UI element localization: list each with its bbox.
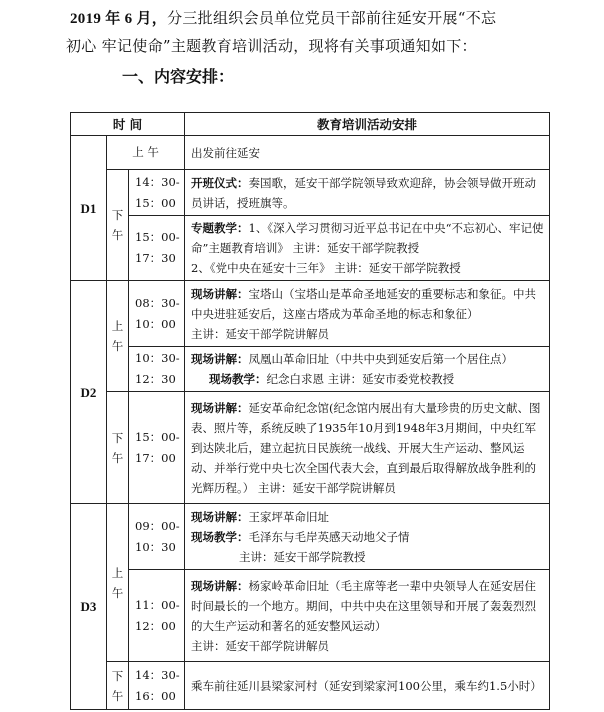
d3-slot1-time	[129, 504, 185, 570]
d3-pm-char-2: 午	[111, 688, 124, 703]
d2-slot2-time	[129, 347, 185, 392]
d3-am-label	[107, 504, 129, 662]
activity-type-label: 现场讲解：	[191, 400, 249, 415]
activity-text: 凤凰山革命旧址（中共中央到延安后第一个居住点）	[248, 352, 514, 366]
time-start: 11：00-	[135, 597, 180, 612]
time-end: 17：00	[135, 450, 176, 465]
activity-text-2: 2、《党中央在延安十三年》 主讲：延安干部学院教授	[191, 261, 461, 275]
d3-am-char-1: 上	[111, 565, 124, 580]
table-row	[71, 136, 550, 170]
table-row	[71, 392, 550, 504]
d2-am-char-2: 午	[111, 339, 124, 353]
time-end: 12：30	[135, 372, 176, 386]
table-row	[71, 281, 550, 347]
d1-slot2-time	[129, 216, 185, 281]
day-label-d1: D1	[71, 136, 107, 281]
activity-text: 王家坪革命旧址	[248, 509, 330, 524]
time-start: 15：00-	[135, 230, 180, 244]
intro-line-2: 初心 牢记使命”主题教育培训活动，现将有关事项通知如下：	[66, 37, 477, 55]
time-end: 10：30	[135, 539, 176, 554]
time-end: 16：00	[135, 688, 176, 703]
activity-type-label: 专题教学：	[191, 221, 249, 235]
activity-type-label: 现场讲解：	[191, 578, 249, 593]
header-time: 时 间	[71, 113, 185, 136]
d3-pm-char-1: 下	[111, 668, 124, 683]
d2-pm-char-2: 午	[111, 450, 124, 465]
section-title: 一、内容安排：	[122, 67, 235, 86]
time-start: 08：30-	[135, 295, 180, 310]
time-end: 10：00	[135, 316, 176, 331]
time-start: 09：00-	[135, 518, 180, 533]
d2-slot1-time	[129, 281, 185, 347]
activity-speaker: 主讲：延安干部学院讲解员	[191, 326, 330, 341]
table-row	[71, 504, 550, 570]
time-start: 14：30-	[135, 667, 180, 682]
activity-text: 杨家岭革命旧址（毛主席等老一辈中央领导人在延安居住时间最长的一个地方。期间，中共中央在这里领导和开展了轰轰烈烈的大生产运动和著名的延安整风运动）	[191, 578, 537, 633]
d2-am-label	[107, 281, 129, 392]
time-start: 15：00-	[135, 429, 180, 444]
time-end: 17：30	[135, 251, 176, 265]
activity-speaker: 主讲：延安干部学院教授	[239, 549, 366, 564]
intro-line-1	[70, 6, 496, 31]
time-start: 14：30-	[135, 174, 180, 189]
d3-slot1-activity	[185, 504, 550, 570]
activity-line-2	[191, 527, 545, 547]
d3-am-char-2: 午	[111, 585, 124, 600]
table-row	[71, 347, 550, 392]
activity-type-label-2: 现场教学：	[191, 529, 249, 544]
activity-type-label: 现场讲解：	[191, 352, 249, 366]
d2-slot3-activity	[185, 392, 550, 504]
d1-pm-char-2: 午	[111, 228, 124, 242]
activity-line-2	[191, 369, 545, 389]
activity-type-label: 开班仪式：	[191, 175, 249, 190]
d3-slot3-time	[129, 662, 185, 710]
activity-type-label: 现场讲解：	[191, 286, 249, 301]
header-activity: 教育培训活动安排	[185, 113, 550, 136]
d2-pm-char-1: 下	[111, 430, 124, 445]
activity-text: 宝塔山（宝塔山是革命圣地延安的重要标志和象征。中共中央进驻延安后，这座古塔成为革命圣地的标志和象征）	[191, 286, 537, 321]
activity-text-2: 纪念白求恩 主讲：延安市委党校教授	[266, 372, 455, 386]
intro-line-1-text: 分三批组织会员单位党员干部前往延安开展“不忘	[167, 9, 497, 27]
table-row	[71, 216, 550, 281]
table-row	[71, 170, 550, 216]
d3-slot2-activity	[185, 570, 550, 662]
time-end: 12：00	[135, 618, 176, 633]
activity-line-1	[191, 507, 545, 527]
activity-text-2: 毛泽东与毛岸英感天动地父子情	[248, 529, 410, 544]
time-start: 10：30-	[135, 351, 180, 365]
table-row	[71, 570, 550, 662]
activity-speaker: 主讲：延安干部学院讲解员	[191, 638, 330, 653]
d1-slot1-activity	[185, 170, 550, 216]
d1-slot2-activity	[185, 216, 550, 281]
d1-slot1-time	[129, 170, 185, 216]
schedule-table	[70, 112, 550, 710]
d1-pm-char-1: 下	[111, 208, 124, 222]
d1-am-activity: 出发前往延安	[185, 136, 550, 170]
d2-pm-label	[107, 392, 129, 504]
table-header-row	[71, 113, 550, 136]
time-end: 15：00	[135, 195, 176, 210]
activity-type-label-2: 现场教学：	[209, 372, 267, 386]
d1-am-label: 上 午	[107, 136, 185, 170]
activity-type-label: 现场讲解：	[191, 509, 249, 524]
d1-pm-label	[107, 170, 129, 281]
intro-year: 2019 年 6 月，	[70, 11, 168, 27]
activity-text: 奏国歌，延安干部学院领导致欢迎辞，协会领导做开班动员讲话，授班旗等。	[191, 175, 537, 210]
d2-am-char-1: 上	[111, 319, 124, 333]
day-label-d2: D2	[71, 281, 107, 504]
d2-slot3-time	[129, 392, 185, 504]
table-row	[71, 662, 550, 710]
activity-text: 延安革命纪念馆(纪念馆内展出有大量珍贵的历史文献、图表、照片等，系统反映了1935年10月到1948年3月期间，中央红军到达陕北后，建立起抗日民族统一战线、开展大生产运动、整风运动、并举行党中央七次全国代表大会，直到最后取得解放战争胜利的光辉历程。） 主讲：延安干部学院讲解员	[191, 400, 541, 495]
day-label-d3: D3	[71, 504, 107, 710]
activity-text: 1、《深入学习贯彻习近平总书记在中央“不忘初心、牢记使命”主题教育培训》 主讲：延安干部学院教授	[191, 221, 544, 255]
d3-pm-label	[107, 662, 129, 710]
d2-slot2-activity	[185, 347, 550, 392]
d3-slot2-time	[129, 570, 185, 662]
d2-slot1-activity	[185, 281, 550, 347]
d3-slot3-activity: 乘车前往延川县梁家河村（延安到梁家河100公里，乘车约1.5小时）	[185, 662, 550, 710]
